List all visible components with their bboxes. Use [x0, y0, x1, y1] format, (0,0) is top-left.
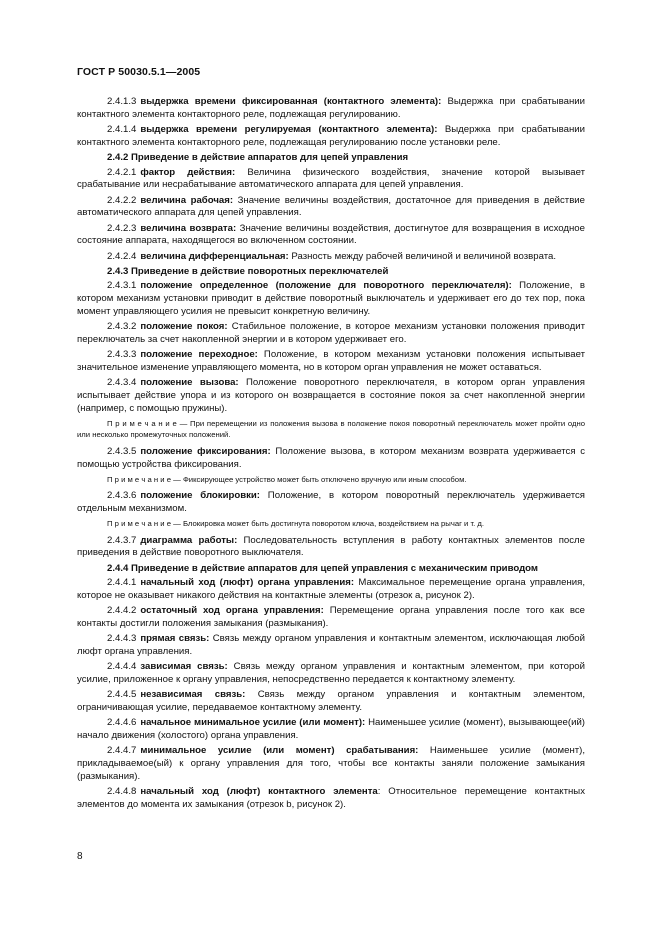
- definition-paragraph: [77, 689, 585, 715]
- clause-number: 2.4.4.6: [107, 717, 137, 729]
- definition-paragraph: [77, 661, 585, 687]
- term: выдержка времени регулируемая (контактного элемента):: [140, 124, 438, 135]
- definition-paragraph: [77, 195, 585, 221]
- note-label: П р и м е ч а н и е: [107, 474, 171, 484]
- definition-text: Положение вызова, в котором механизм возврата удерживается с помощью устройства фиксирования.: [77, 445, 585, 470]
- definition-paragraph: [77, 321, 585, 347]
- clause-number: 2.4.4.4: [107, 661, 137, 673]
- clause-number: 2.4.2.1: [107, 166, 137, 178]
- clause-number: 2.4.3.5: [107, 445, 137, 457]
- note: [77, 418, 585, 441]
- definition-text: Связь между органом управления и контактным элементом, при которой усилие, приложенное к органу управления, непосредственно передается к контактному элементу.: [77, 661, 585, 685]
- section-heading: 2.4.2 Приведение в действие аппаратов для цепей управления: [107, 152, 409, 163]
- term: величина возврата:: [140, 222, 237, 234]
- note-text: — Фиксирующее устройство может быть отключено вручную или иным способом.: [170, 474, 467, 484]
- definition-text: : Относительное перемещение контактных элементов до момента их замыкания (отрезок b, рисунок 2).: [77, 785, 585, 810]
- clause-number: 2.4.3.3: [107, 349, 137, 360]
- definition-paragraph: [77, 223, 585, 249]
- term: положение вызова:: [140, 377, 239, 388]
- clause-number: 2.4.2.3: [107, 222, 137, 234]
- note: [77, 518, 585, 529]
- definition-text: Наименьшее усилие (момент), вызывающее(ий) начало движения (холостого) органа управления.: [77, 717, 585, 741]
- document-body: [77, 96, 585, 814]
- clause-number: 2.4.3.6: [107, 490, 137, 502]
- definition-text: Положение, в котором механизм установки приводит в действие поворотный выключатель и удерживает его до тех пор, пока момент управляющего усилия не превысит конкретную величину.: [77, 280, 586, 317]
- definition-paragraph: [77, 577, 585, 603]
- definition-paragraph: [77, 717, 585, 743]
- clause-number: 2.4.4.7: [107, 745, 137, 757]
- clause-number: 2.4.4.3: [107, 633, 137, 645]
- definition-paragraph: [77, 251, 585, 264]
- clause-number: 2.4.4.8: [107, 785, 137, 797]
- clause-number: 2.4.4.1: [107, 577, 137, 589]
- term: прямая связь:: [140, 633, 210, 645]
- definition-text: Значение величины воздействия, достигнутое для возвращения в исходное состояние аппарата, находящегося во включенном состоянии.: [77, 222, 585, 247]
- definition-text: Значение величины воздействия, достаточное для приведения в действие автоматического аппарата для цепей управления.: [77, 194, 585, 219]
- clause-number: 2.4.3.7: [107, 534, 137, 546]
- definition-text: Связь между органом управления и контактным элементом, исключающая любой люфт органа управления.: [77, 633, 585, 657]
- term: выдержка времени фиксированная (контактного элемента):: [140, 96, 442, 107]
- definition-paragraph: [77, 446, 585, 472]
- clause-number: 2.4.3.2: [107, 321, 137, 332]
- note: [77, 474, 585, 485]
- clause-number: 2.4.4.2: [107, 605, 137, 617]
- definition-text: Максимальное перемещение органа управления, которое не оказывает никакого действия на контактные элементы (отрезок a, рисунок 2).: [77, 577, 585, 601]
- definition-paragraph: [77, 605, 585, 631]
- section-heading: 2.4.3 Приведение в действие поворотных переключателей: [107, 265, 389, 277]
- definition-paragraph: [77, 377, 585, 416]
- definition-paragraph: [77, 349, 585, 375]
- clause-number: 2.4.4.5: [107, 689, 137, 701]
- term: величина дифференциальная:: [140, 250, 289, 262]
- definition-paragraph: [77, 96, 585, 122]
- term: положение покоя:: [140, 321, 228, 332]
- term: фактор действия:: [140, 166, 236, 178]
- term: остаточный ход органа управления:: [140, 605, 324, 617]
- note-label: П р и м е ч а н и е: [107, 519, 171, 529]
- term: положение блокировки:: [140, 490, 261, 502]
- term: положение определенное (положение для поворотного переключателя):: [140, 280, 512, 292]
- section-heading: 2.4.4 Приведение в действие аппаратов для цепей управления с механическим приводом: [107, 562, 539, 574]
- definition-text: Стабильное положение, в которое механизм установки положения приводит переключатель за счет накопленной энергии и в котором удерживает его.: [77, 321, 585, 345]
- clause-number: 2.4.3.4: [107, 377, 137, 388]
- clause-number: 2.4.2.2: [107, 194, 137, 206]
- definition-text: Разность между рабочей величиной и величиной возврата.: [288, 250, 556, 262]
- page-number: 8: [77, 851, 83, 862]
- definition-text: Наименьшее усилие (момент), прикладываемое(ый) к органу управления для того, чтобы все контакты заняли положение замыкания (размыкания).: [77, 745, 585, 782]
- term: минимальное усилие (или момент) срабатывания:: [140, 745, 419, 757]
- definition-text: Положение поворотного переключателя, в котором орган управления испытывает действие упора и из которого он возвращается в состояние покоя за счет накопленной энергии (например, с помощью пружины).: [77, 377, 585, 414]
- definition-paragraph: [77, 490, 585, 516]
- definition-paragraph: [77, 745, 585, 784]
- definition-paragraph: [77, 280, 585, 319]
- clause-number: 2.4.1.3: [107, 96, 137, 107]
- definition-text: Положение, в котором механизм установки положения испытывает значительное изменение управляющего момента, но в котором орган управления не может оставаться.: [77, 349, 585, 373]
- term: начальное минимальное усилие (или момент):: [140, 717, 366, 729]
- clause-number: 2.4.3.1: [107, 280, 137, 292]
- term: зависимая связь:: [140, 661, 228, 673]
- definition-paragraph: [77, 633, 585, 659]
- definition-text: Выдержка при срабатывании контактного элемента контакторного реле, подлежащая регулированию.: [77, 96, 585, 120]
- term: величина рабочая:: [140, 194, 234, 206]
- definition-paragraph: [77, 124, 585, 150]
- definition-paragraph: [77, 786, 585, 812]
- definition-text: Связь между органом управления и контактным элементом, ограничивающая усилие, передаваемое контактному элементу.: [77, 689, 586, 713]
- definition-text: Выдержка при срабатывании контактного элемента контакторного реле, подлежащая регулированию после установки реле.: [77, 124, 585, 148]
- definition-paragraph: [77, 535, 585, 561]
- term: положение фиксирования:: [140, 445, 271, 457]
- clause-number: 2.4.1.4: [107, 124, 137, 135]
- definition-text: Последовательность вступления в работу контактных элементов после приведения в действие поворотного выключателя.: [77, 534, 585, 559]
- definition-text: Положение, в котором поворотный переключатель удерживается отдельным механизмом.: [77, 490, 585, 515]
- term: положение переходное:: [140, 349, 258, 360]
- document-header: ГОСТ Р 50030.5.1—2005: [77, 66, 201, 78]
- definition-paragraph: [77, 167, 585, 193]
- term: начальный ход (люфт) контактного элемента: [140, 785, 378, 797]
- definition-text: Перемещение органа управления после того как все контакты достигли положения замыкания (размыкания).: [77, 605, 585, 629]
- term: диаграмма работы:: [140, 534, 238, 546]
- term: независимая связь:: [140, 689, 246, 701]
- term: начальный ход (люфт) органа управления:: [140, 577, 355, 589]
- definition-text: Величина физического воздействия, значение которой вызывает срабатывание или несрабатывание автоматического аппарата для цепей управления.: [77, 166, 586, 191]
- clause-number: 2.4.2.4: [107, 250, 137, 262]
- note-label: П р и м е ч а н и е: [107, 418, 177, 428]
- note-text: — При перемещении из положения вызова в положение покоя поворотный переключатель может пройти одно или несколько промежуточных положений.: [77, 418, 586, 440]
- note-text: — Блокировка может быть достигнута поворотом ключа, воздействием на рычаг и т. д.: [170, 519, 485, 529]
